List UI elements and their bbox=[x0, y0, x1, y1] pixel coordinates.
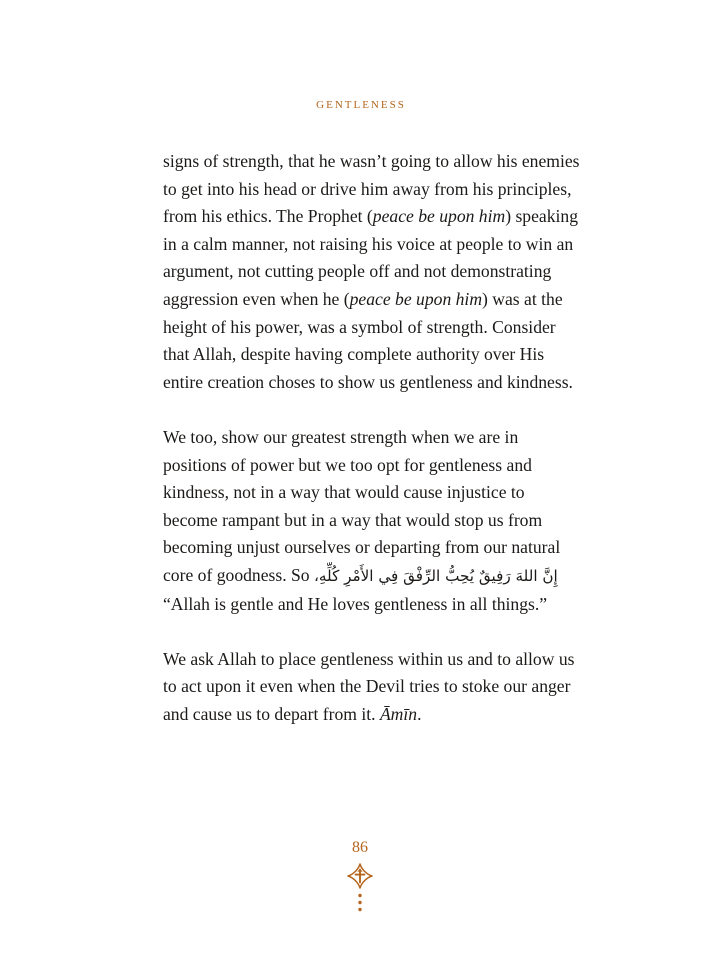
ornament bbox=[0, 862, 720, 916]
paragraph-2 bbox=[163, 424, 581, 618]
paragraph-1-text-part-1: signs of strength, that he wasn’t going to allow his enemies to get into his head or drive him away from his principles, from his ethics. The Prophet ( bbox=[163, 151, 580, 227]
paragraph-1-text-part-3: ) was at the height of his power, was a symbol of strength. Consider that Allah, despite having complete authority over His entire creation choses to show us gentleness and kindness. bbox=[163, 288, 573, 392]
paragraph-3-italic-amin: Āmīn bbox=[379, 703, 418, 724]
running-head: GENTLENESS bbox=[316, 99, 406, 111]
paragraph-1-italic-peace-be-upon-him-1: peace be upon him bbox=[372, 206, 506, 227]
paragraph-3 bbox=[163, 646, 581, 729]
arabic-hadith-quote: إِنَّ اللهَ رَفِيقٌ يُحِبُّ الرِّفْقَ فِي الأَمْرِ كُلِّهِ، bbox=[314, 566, 558, 585]
body-text-block bbox=[163, 148, 581, 728]
page-number: 86 bbox=[352, 839, 368, 856]
paragraph-3-text-part-2: . bbox=[417, 703, 422, 724]
paragraph-1 bbox=[163, 148, 581, 396]
paragraph-2-text-part-1: We too, show our greatest strength when we are in positions of power but we too opt for gentleness and kindness, not in a way that would cause injustice to become rampant but in a way that would stop us from becoming unjust ourselves or departing from our natural core of goodness. So bbox=[163, 426, 561, 585]
paragraph-3-text-part-1: We ask Allah to place gentleness within us and to allow us to act upon it even when the Devil tries to stoke our anger and cause us to depart from it. bbox=[163, 648, 575, 724]
paragraph-1-text-part-2: ) speaking in a calm manner, not raising his voice at people to win an argument, not cutting people off and not demonstrating aggression even when he ( bbox=[163, 206, 579, 309]
paragraph-1-italic-peace-be-upon-him-2: peace be upon him bbox=[349, 288, 483, 309]
paragraph-2-translation-quote: “Allah is gentle and He loves gentleness in all things.” bbox=[163, 593, 548, 614]
quatrefoil-diamond-ornament-icon bbox=[346, 862, 374, 916]
